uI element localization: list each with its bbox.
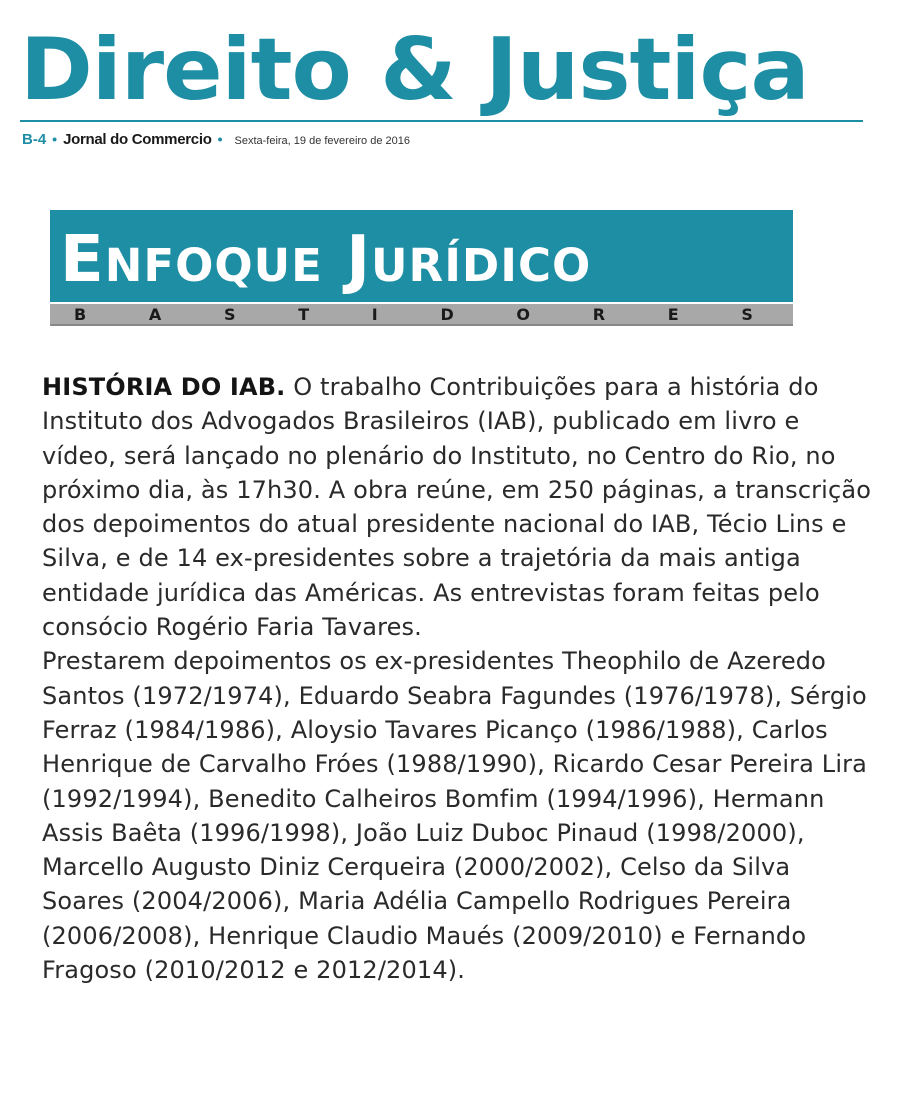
section-title: Direito & Justiça xyxy=(20,20,809,120)
subtitle-letter: E xyxy=(667,304,679,324)
subtitle-letter: O xyxy=(516,304,531,324)
masthead-info-line xyxy=(22,130,410,150)
subtitle-letter: R xyxy=(592,304,606,324)
separator-dot: • xyxy=(217,131,223,147)
subtitle-letter: B xyxy=(74,304,87,324)
article-paragraph: Prestarem depoimentos os ex-presidentes Theophilo de Azeredo Santos (1972/1974), Eduardo Seabra Fagundes (1976/1978), Sérgio Ferraz (1984/1986), Aloysio Tavares Picanço (1986/1988), Carlos Henrique de Carvalho Fróes (1988/1990), Ricardo Cesar Pereira Lira (1992/1994), Benedito Calheiros Bomfim (1994/1996), Hermann Assis Baêta (1996/1998), João Luiz Duboc Pinaud (1998/2000), Marcello Augusto Diniz Cerqueira (2000/2002), Celso da Silva Soares (2004/2006), Maria Adélia Campello Rodrigues Pereira (2006/2008), Henrique Claudio Maués (2009/2010) e Fernando Fragoso (2010/2012 e 2012/2014). xyxy=(42,647,868,985)
page-number: B-4 xyxy=(22,131,47,148)
column-banner-main xyxy=(50,210,793,302)
subtitle-letter: T xyxy=(298,304,310,324)
publication-date: Sexta-feira, 19 de fevereiro de 2016 xyxy=(234,135,410,147)
masthead xyxy=(20,20,865,148)
subtitle-letter: D xyxy=(440,304,454,324)
column-title: Enfoque Jurídico xyxy=(60,223,592,297)
article-lead: HISTÓRIA DO IAB. xyxy=(42,373,286,401)
article-paragraph xyxy=(42,370,872,644)
masthead-rule xyxy=(20,120,863,122)
separator-dot: • xyxy=(52,131,58,147)
subtitle-letter: A xyxy=(148,304,162,324)
newspaper-name: Jornal do Commercio xyxy=(63,131,212,148)
subtitle-letter: S xyxy=(223,304,236,324)
subtitle-letter: S xyxy=(741,304,753,324)
column-subtitle xyxy=(50,304,793,326)
column-banner xyxy=(50,210,793,326)
article-body xyxy=(42,370,872,987)
subtitle-letter: I xyxy=(371,304,378,324)
article-text: O trabalho Contribuições para a história do Instituto dos Advogados Brasileiros (IAB), publicado em livro e vídeo, será lançado no plenário do Instituto, no Centro do Rio, no próximo dia, às 17h30. A obra reúne, em 250 páginas, a transcrição dos depoimentos do atual presidente nacional do IAB, Técio Lins e Silva, e de 14 ex-presidentes sobre a trajetória da mais antiga entidade jurídica das Américas. As entrevistas foram feitas pelo consócio Rogério Faria Tavares. xyxy=(42,373,872,642)
